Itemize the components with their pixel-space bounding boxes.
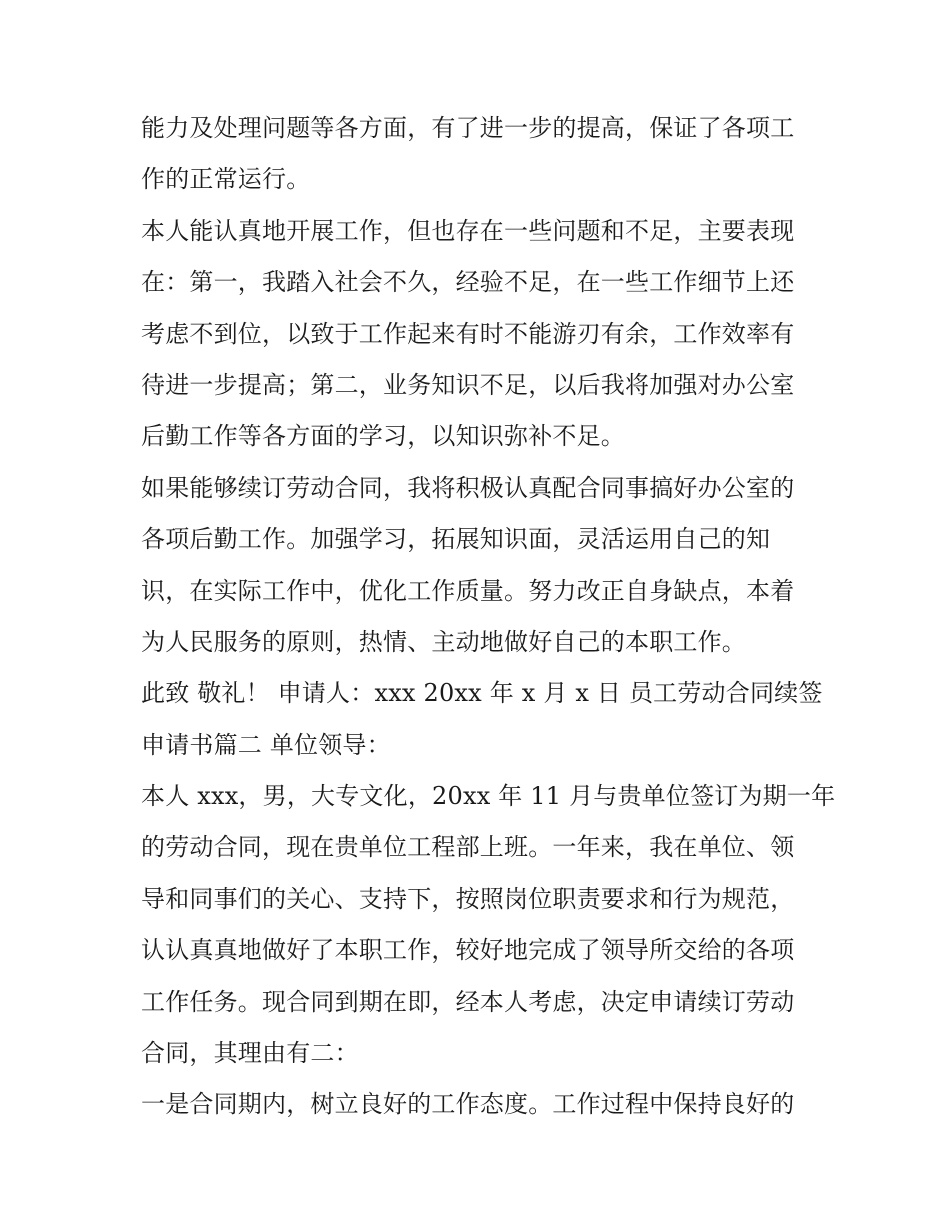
text-line: 能力及处理问题等各方面，有了进一步的提高，保证了各项工 bbox=[141, 114, 795, 142]
text-line: 此致 敬礼！ 申请人：xxx 20xx 年 x 月 x 日 员工劳动合同续签 bbox=[141, 679, 823, 708]
body-text bbox=[141, 103, 836, 1131]
text-line: 合同，其理由有二： bbox=[141, 1039, 359, 1068]
text-line: 本人 xxx，男，大专文化，20xx 年 11 月与贵单位签订为期一年 bbox=[141, 782, 836, 811]
text-line: 认认真真地做好了本职工作，较好地完成了领导所交给的各项 bbox=[141, 936, 795, 965]
text-line: 为人民服务的原则，热情、主动地做好自己的本职工作。 bbox=[141, 627, 746, 656]
text-line: 识，在实际工作中，优化工作质量。努力改正自身缺点，本着 bbox=[141, 576, 795, 605]
text-line: 作的正常运行。 bbox=[141, 165, 311, 194]
text-line: 后勤工作等各方面的学习，以知识弥补不足。 bbox=[141, 422, 625, 451]
text-line: 待进一步提高；第二，业务知识不足，以后我将加强对办公室 bbox=[141, 370, 795, 399]
text-line: 考虑不到位，以致于工作起来有时不能游刃有余，工作效率有 bbox=[141, 319, 795, 348]
text-line: 一是合同期内，树立良好的工作态度。工作过程中保持良好的 bbox=[141, 1090, 795, 1119]
text-line: 的劳动合同，现在贵单位工程部上班。一年来，我在单位、领 bbox=[141, 833, 795, 862]
text-line: 本人能认真地开展工作，但也存在一些问题和不足，主要表现 bbox=[141, 216, 795, 245]
text-line: 导和同事们的关心、支持下，按照岗位职责要求和行为规范， bbox=[141, 884, 795, 913]
text-line: 在：第一，我踏入社会不久，经验不足，在一些工作细节上还 bbox=[141, 268, 795, 297]
text-line: 工作任务。现合同到期在即，经本人考虑，决定申请续订劳动 bbox=[141, 987, 795, 1016]
text-line: 申请书篇二 单位领导： bbox=[141, 730, 391, 759]
text-line: 各项后勤工作。加强学习，拓展知识面，灵活运用自己的知 bbox=[141, 525, 771, 554]
text-line: 如果能够续订劳动合同，我将积极认真配合同事搞好办公室的 bbox=[141, 473, 795, 502]
